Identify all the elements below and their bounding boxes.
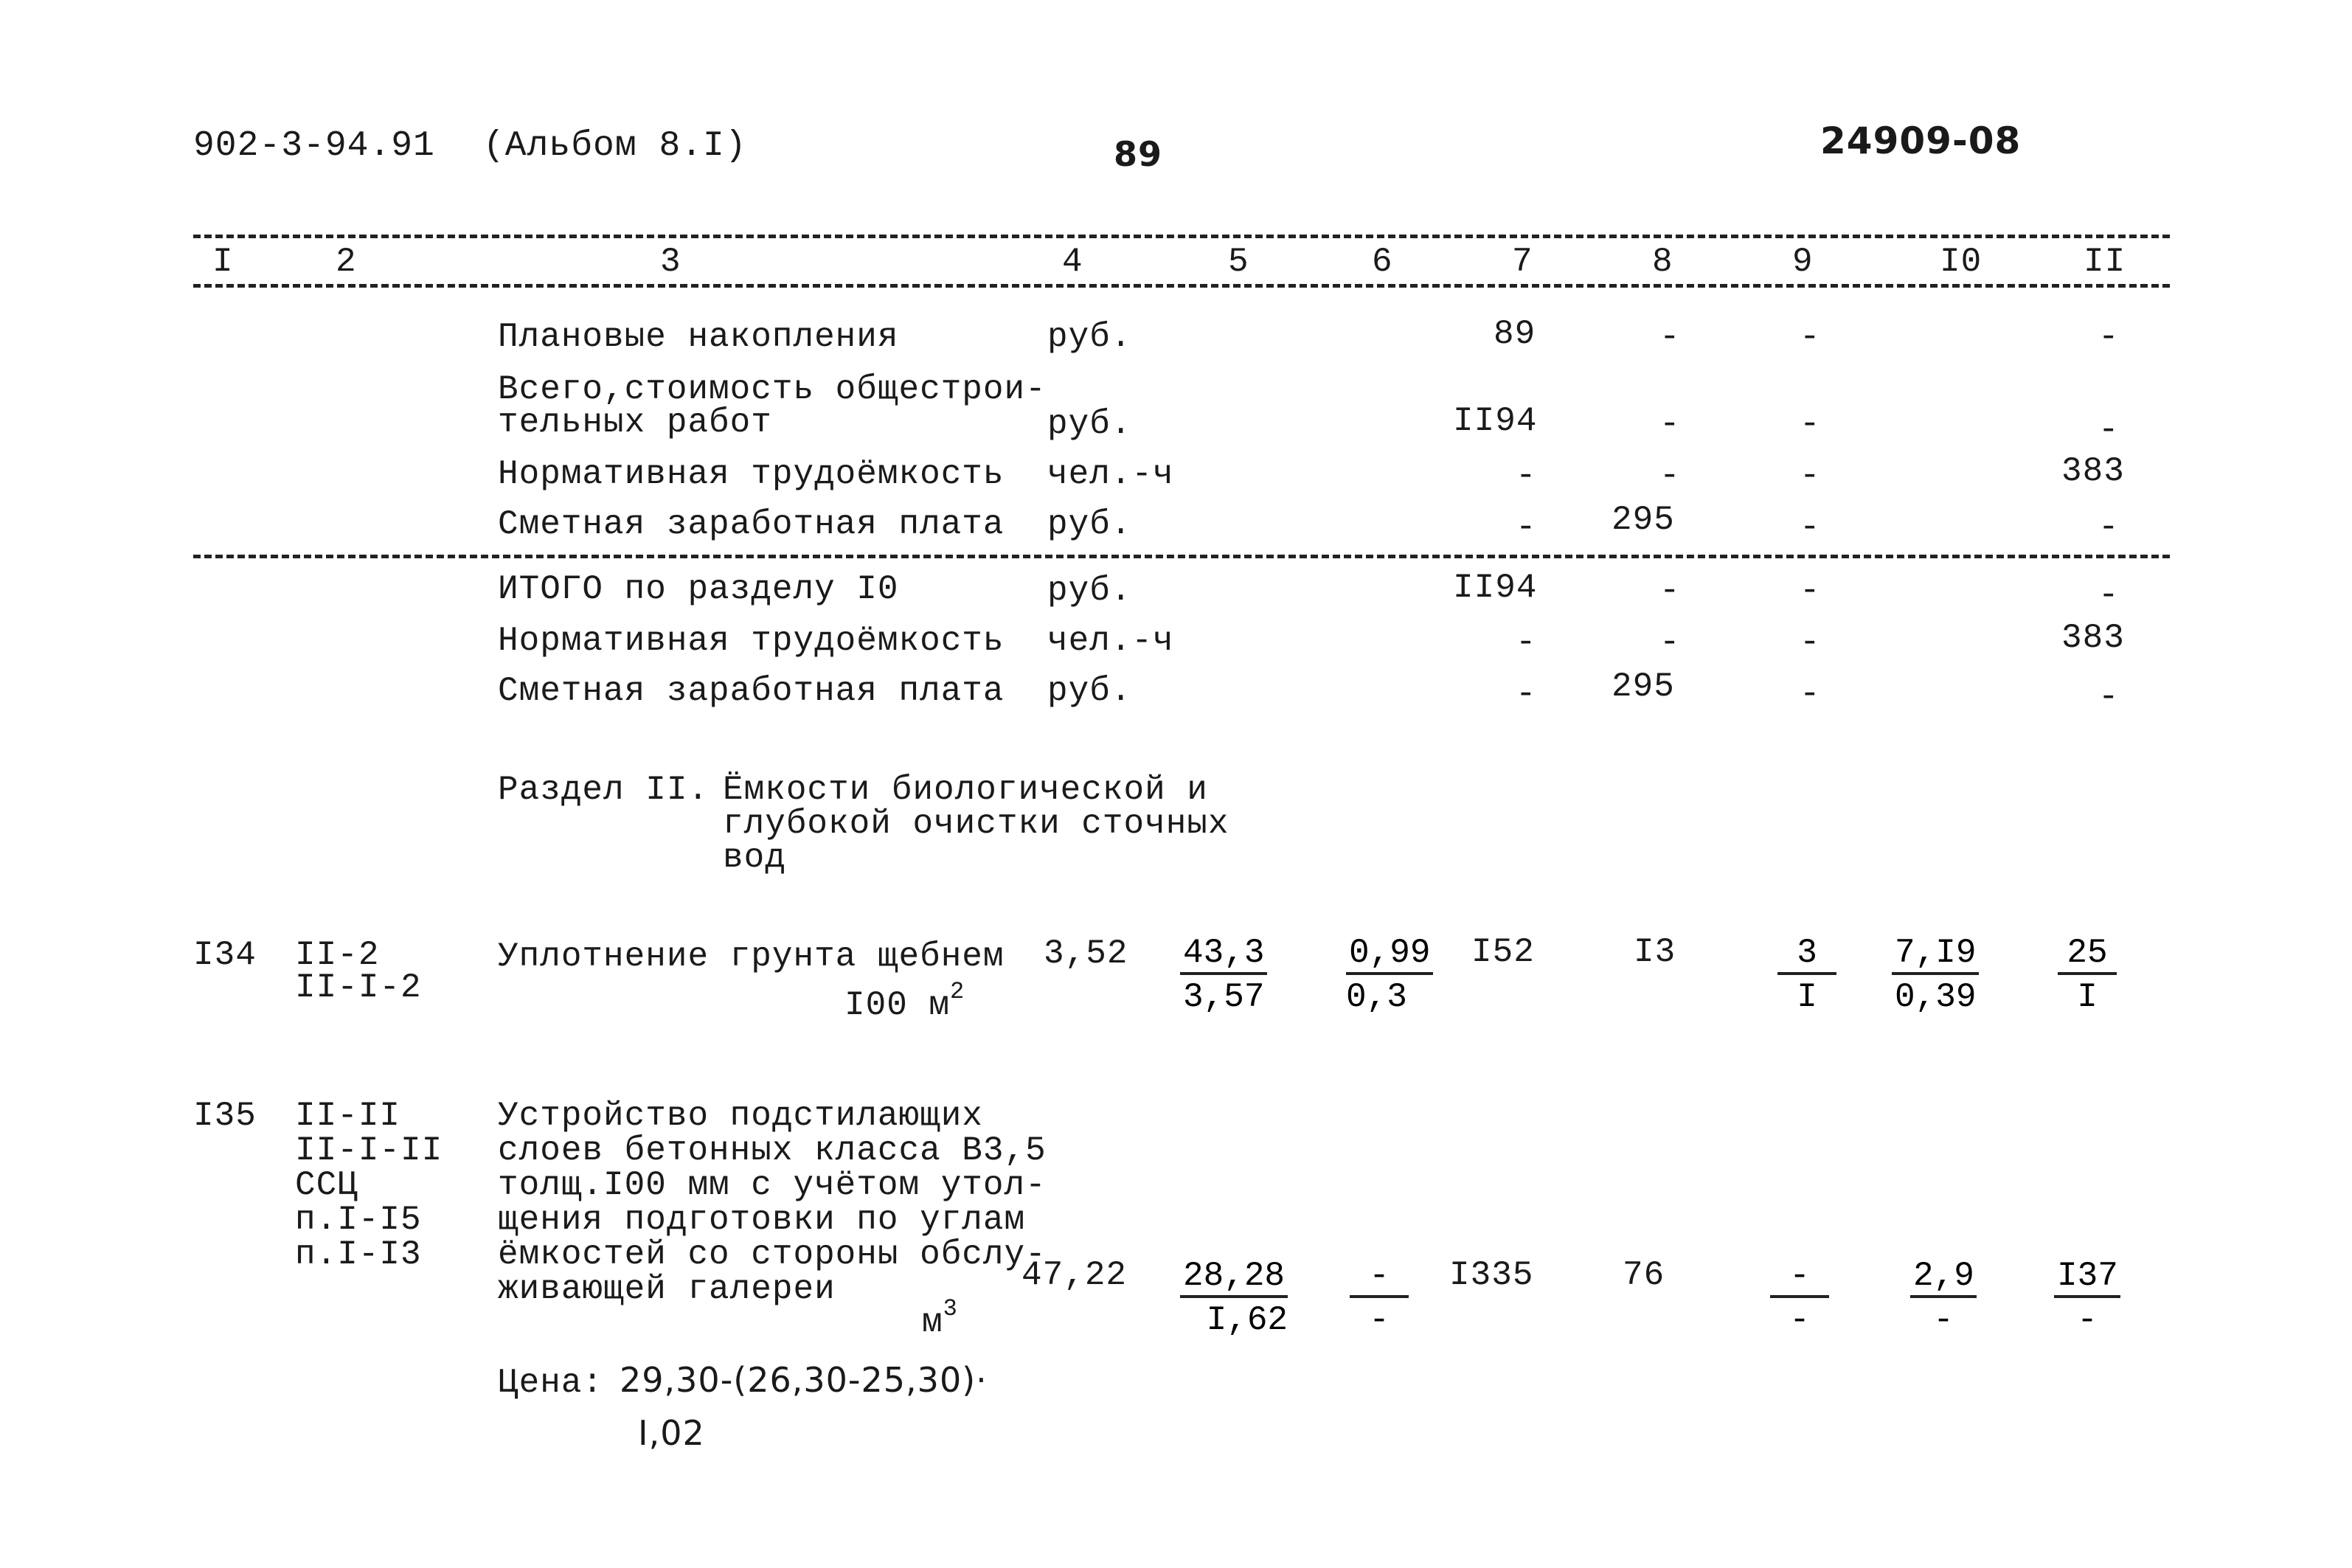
col-header-3: 3	[660, 243, 681, 281]
wage1-c11: -	[2098, 508, 2120, 547]
row134-c11-den: I	[2077, 978, 2098, 1017]
row134-c6	[1346, 935, 1433, 1016]
wage2-c7: -	[1516, 675, 1537, 713]
row135-num: I35	[193, 1097, 257, 1135]
total-cost-c7: II94	[1453, 402, 1538, 440]
row135-c10-num: 2,9	[1910, 1258, 1977, 1298]
header-bottom-rule	[193, 284, 2170, 288]
row135-c9	[1770, 1258, 1829, 1339]
row135-c9-den: -	[1789, 1301, 1810, 1340]
section-title-1: Ёмкости биологической и	[723, 771, 1208, 809]
row135-c5-num: 28,28	[1180, 1258, 1288, 1298]
row135-c5-den: I,62	[1206, 1301, 1288, 1340]
row135-c5	[1180, 1258, 1288, 1339]
total-cost-c8: -	[1659, 405, 1681, 443]
row134-c10-num: 7,I9	[1892, 935, 1979, 975]
planned-c9: -	[1800, 318, 1821, 356]
row134-c9-den: I	[1797, 978, 1817, 1017]
row134-code-2: II-I-2	[295, 968, 422, 1007]
col-header-8: 8	[1652, 243, 1673, 281]
price-label: Цена:	[498, 1364, 604, 1402]
col-header-10: I0	[1940, 243, 1982, 281]
labor1-c7: -	[1516, 457, 1537, 495]
labor2-c8: -	[1659, 623, 1681, 662]
total-cost-label-1: Всего,стоимость общестрои-	[498, 370, 1047, 409]
row134-unit-value: I00 м	[844, 986, 951, 1024]
row134-c7: I52	[1471, 933, 1535, 971]
row135-desc: Устройство подстилающих слоев бетонных класса В3,5 толщ.I00 мм с учётом утол- щения подготовки по углам ёмкостей со стороны обслу- живающей галереи	[498, 1097, 1047, 1308]
row134-num: I34	[193, 936, 257, 974]
row135-c7: I335	[1449, 1256, 1534, 1294]
col-header-11: II	[2084, 243, 2126, 281]
row134-c6-den: 0,3	[1346, 978, 1407, 1017]
itogo-c11: -	[2098, 576, 2120, 614]
row134-c10-den: 0,39	[1895, 978, 1977, 1017]
row134-desc: Уплотнение грунта щебнем	[498, 937, 1005, 976]
wage2-c9: -	[1800, 675, 1821, 713]
planned-c7: 89	[1494, 315, 1536, 353]
total-cost-c11: -	[2098, 411, 2120, 449]
itogo-rule	[193, 555, 2170, 558]
col-header-4: 4	[1062, 243, 1083, 281]
col-header-7: 7	[1512, 243, 1533, 281]
itogo-c7: II94	[1453, 569, 1538, 607]
sheet-code: 24909-08	[1820, 119, 2022, 162]
row135-c11-den: -	[2077, 1301, 2098, 1340]
row134-c11	[2058, 935, 2117, 1016]
row135-c6	[1350, 1258, 1409, 1339]
row135-c4: 47,22	[1021, 1256, 1128, 1294]
labor2-c11: 383	[2061, 619, 2125, 657]
planned-label: Плановые накопления	[498, 318, 899, 356]
itogo-c9: -	[1800, 572, 1821, 610]
col-header-9: 9	[1792, 243, 1814, 281]
row134-c8: I3	[1634, 933, 1676, 971]
album-label: (Альбом 8.I)	[483, 126, 747, 166]
itogo-c8: -	[1659, 572, 1681, 610]
col-header-2: 2	[336, 243, 357, 281]
itogo-label: ИТОГО по разделу I0	[498, 570, 899, 608]
row134-c5	[1180, 935, 1267, 1016]
row134-c6-num: 0,99	[1346, 935, 1433, 975]
planned-unit: руб.	[1047, 318, 1132, 356]
row135-c6-num: -	[1350, 1258, 1409, 1298]
labor1-label: Нормативная трудоёмкость	[498, 455, 1005, 493]
price-formula: 29,30-(26,30-25,30)·	[620, 1360, 988, 1400]
total-cost-c9: -	[1800, 405, 1821, 443]
price-factor: I,02	[638, 1413, 705, 1453]
row135-c11-num: I37	[2054, 1258, 2120, 1298]
row134-c9	[1777, 935, 1836, 1016]
total-cost-label-2: тельных работ	[498, 403, 772, 442]
section-title-3: вод	[723, 839, 786, 877]
row134-c5-den: 3,57	[1183, 978, 1265, 1017]
labor2-c7: -	[1516, 623, 1537, 662]
section-title-2: глубокой очистки сточных	[723, 805, 1229, 843]
total-cost-unit: руб.	[1047, 405, 1132, 443]
wage1-c9: -	[1800, 508, 1821, 547]
labor1-c9: -	[1800, 457, 1821, 495]
wage1-label: Сметная заработная плата	[498, 505, 1005, 544]
row134-code-1: II-2	[295, 936, 380, 974]
row135-c11	[2054, 1258, 2120, 1339]
labor2-label: Нормативная трудоёмкость	[498, 622, 1005, 660]
row135-c10	[1910, 1258, 1977, 1339]
row135-c9-num: -	[1770, 1258, 1829, 1298]
wage2-c8: 295	[1612, 667, 1675, 706]
labor1-c11: 383	[2061, 452, 2125, 490]
row135-unit	[922, 1295, 958, 1342]
planned-c11: -	[2098, 318, 2120, 356]
row135-unit-sup: 3	[943, 1295, 958, 1322]
row134-c4: 3,52	[1044, 934, 1128, 973]
header-top-rule	[193, 235, 2170, 238]
wage2-unit: руб.	[1047, 672, 1132, 710]
row134-c11-num: 25	[2058, 935, 2117, 975]
wage2-label: Сметная заработная плата	[498, 672, 1005, 710]
wage1-unit: руб.	[1047, 505, 1132, 544]
section-prefix: Раздел II.	[498, 771, 710, 809]
col-header-6: 6	[1372, 243, 1393, 281]
page-number: 89	[1114, 134, 1163, 174]
col-header-1: I	[212, 243, 234, 281]
planned-c8: -	[1659, 318, 1681, 356]
row135-unit-value: м	[922, 1303, 943, 1342]
row135-c10-den: -	[1933, 1301, 1954, 1340]
row134-unit-sup: 2	[950, 978, 965, 1005]
labor1-unit: чел.-ч	[1047, 455, 1174, 493]
wage2-c11: -	[2098, 678, 2120, 716]
wage1-c8: 295	[1612, 501, 1675, 539]
row134-c9-num: 3	[1777, 935, 1836, 975]
row135-c8: 76	[1623, 1256, 1665, 1294]
doc-code: 902-3-94.91	[193, 126, 435, 166]
row134-unit	[844, 978, 965, 1024]
row134-c5-num: 43,3	[1180, 935, 1267, 975]
wage1-c7: -	[1516, 508, 1537, 547]
itogo-unit: руб.	[1047, 572, 1132, 610]
row135-c6-den: -	[1369, 1301, 1390, 1340]
labor2-unit: чел.-ч	[1047, 622, 1174, 660]
labor2-c9: -	[1800, 623, 1821, 662]
row134-c10	[1892, 935, 1979, 1016]
col-header-5: 5	[1228, 243, 1249, 281]
row135-codes: II-II II-I-II ССЦ п.I-I5 п.I-I3	[295, 1097, 443, 1274]
labor1-c8: -	[1659, 457, 1681, 495]
